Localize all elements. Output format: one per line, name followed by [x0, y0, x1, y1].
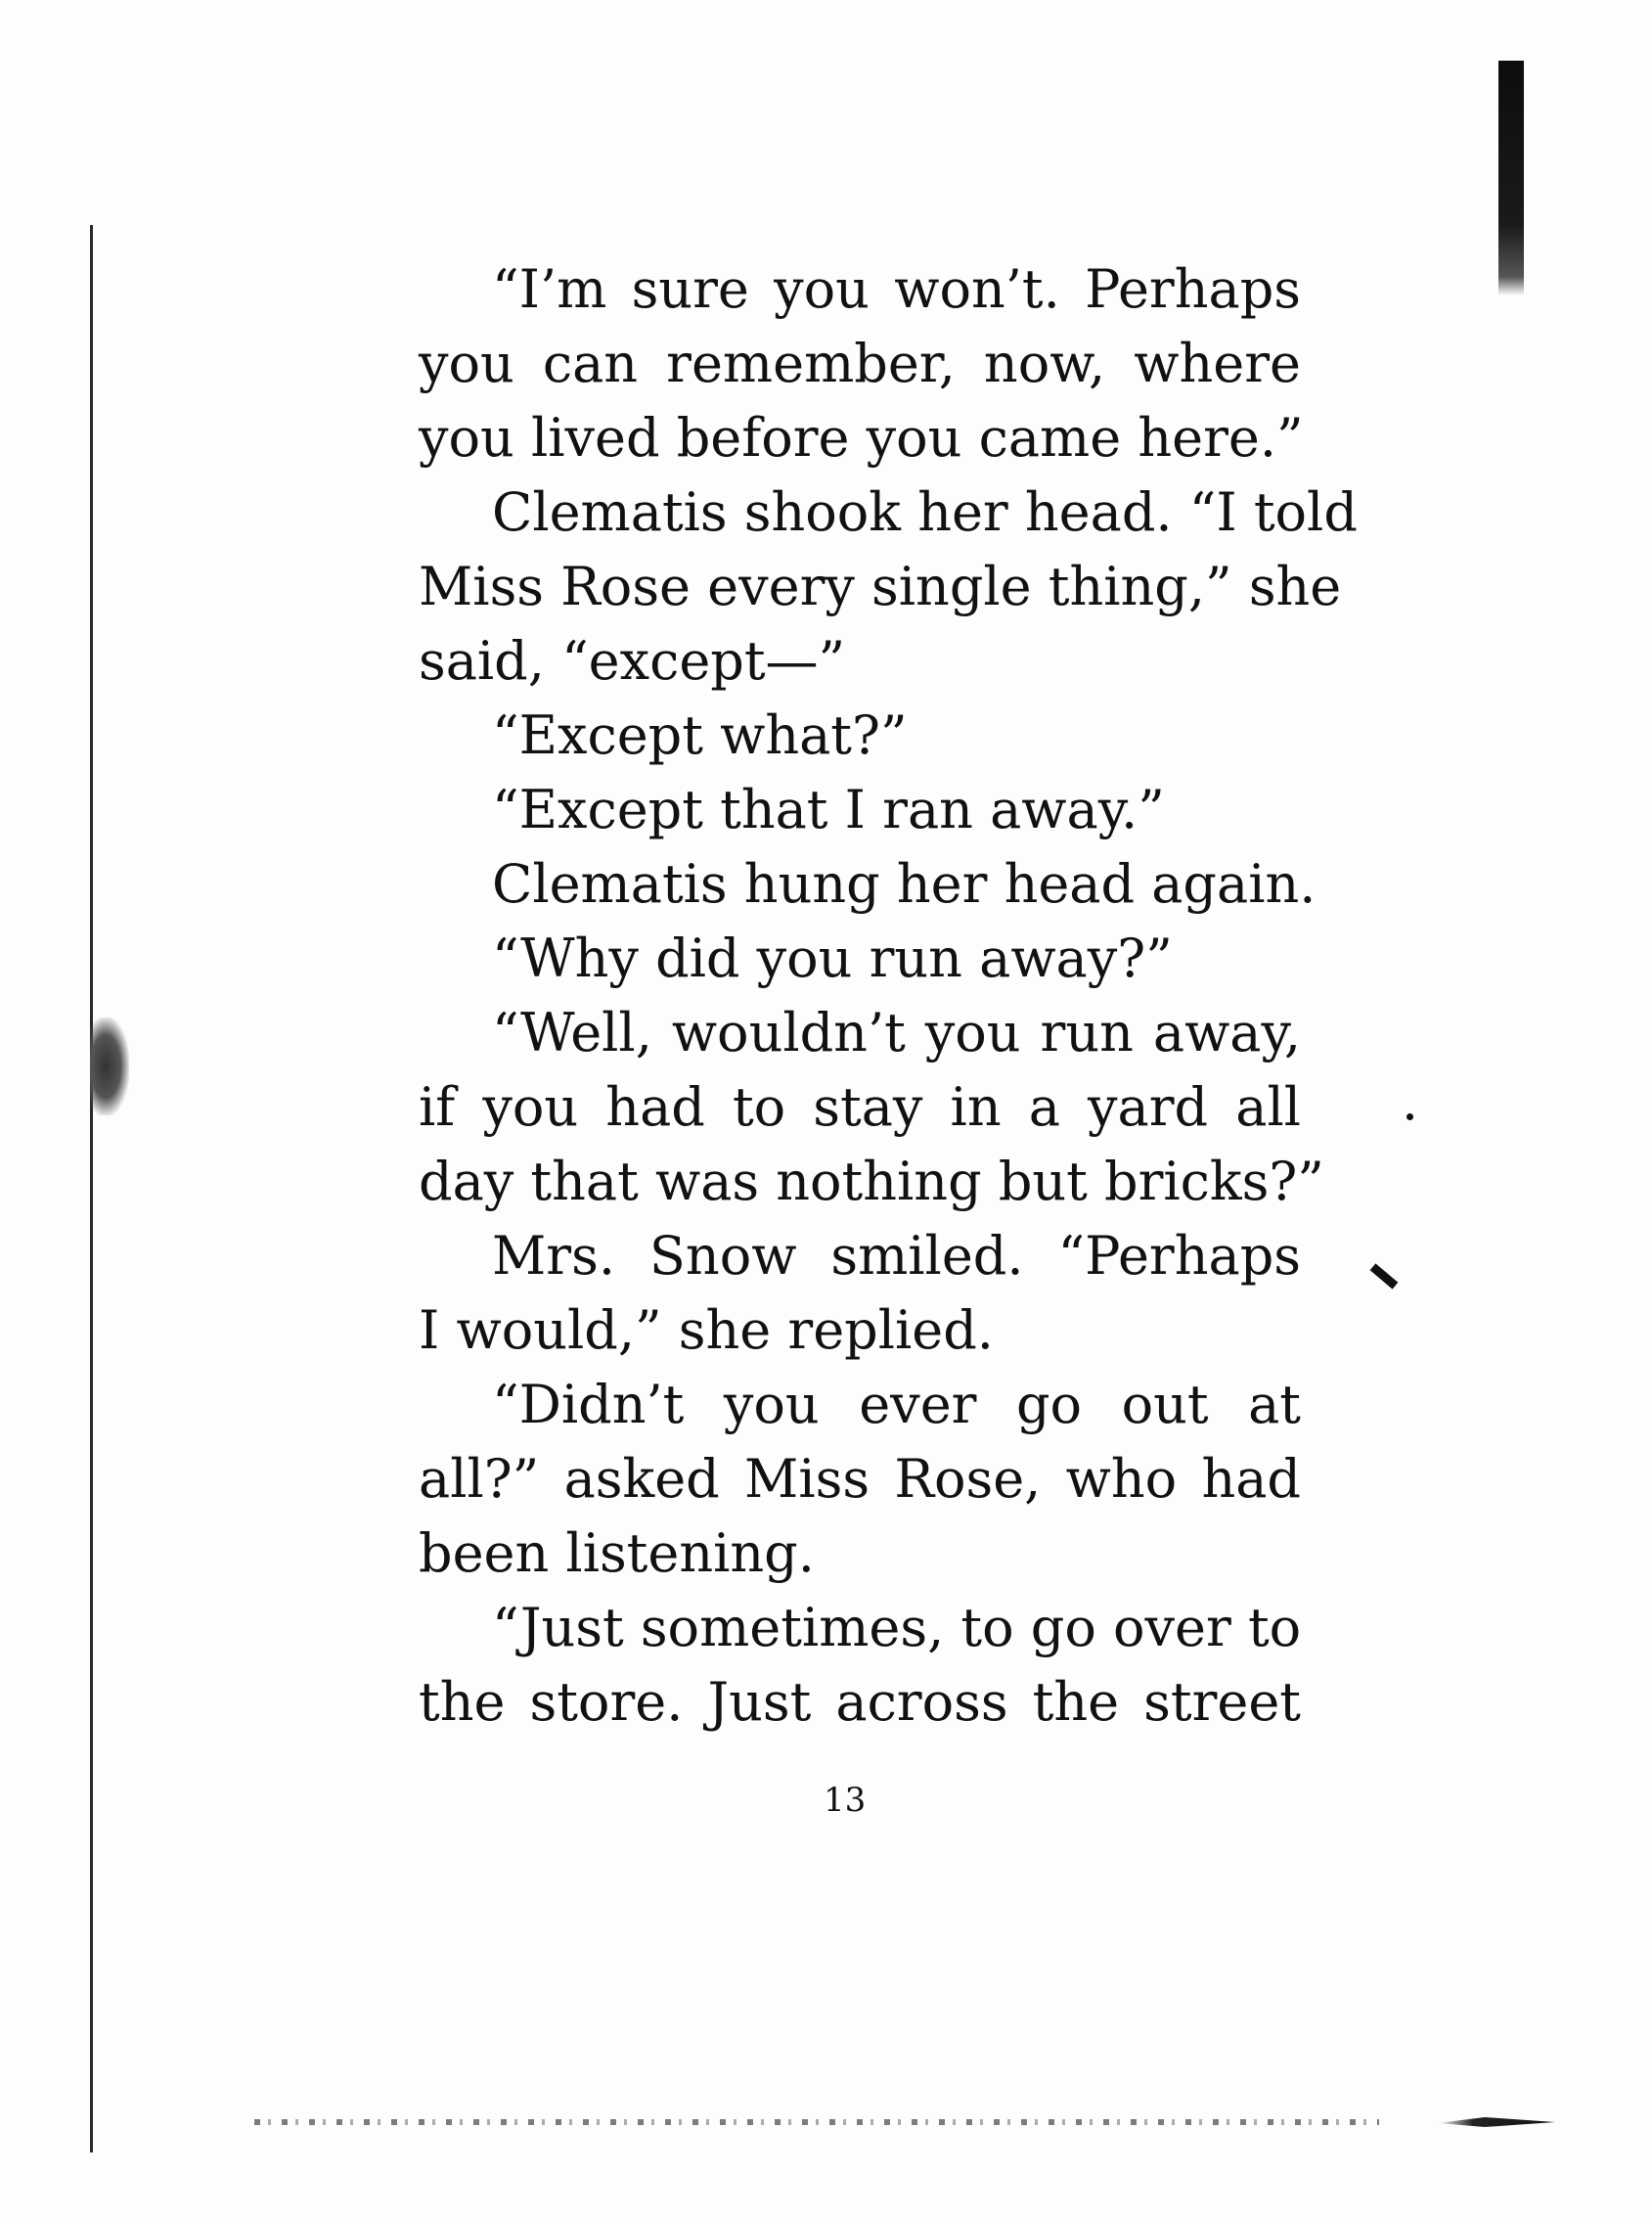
body-text	[419, 252, 1358, 1740]
text-line: I would,” she replied.	[419, 1299, 994, 1361]
text-line: you can remember, now, where	[419, 333, 1301, 394]
text-line: if you had to stay in a yard all	[419, 1076, 1301, 1138]
text-line: been listening.	[419, 1522, 815, 1584]
scan-artifact-dot	[1406, 1113, 1413, 1120]
text-line: the store. Just across the street	[419, 1671, 1301, 1733]
text-line: “Except that I ran away.”	[492, 779, 1165, 840]
text-line: “Just sometimes, to go over to	[492, 1597, 1302, 1658]
text-line: all?” asked Miss Rose, who had	[419, 1448, 1301, 1510]
text-line: “Why did you run away?”	[492, 928, 1173, 989]
text-line: Mrs. Snow smiled. “Perhaps	[492, 1225, 1301, 1287]
scan-artifact-blot	[90, 1018, 129, 1115]
scan-artifact-wedge	[1438, 2117, 1555, 2127]
text-line: said, “except—”	[419, 630, 846, 692]
scan-artifact-tick	[1370, 1263, 1399, 1289]
text-line: “Well, wouldn’t you run away,	[492, 1002, 1301, 1064]
text-line: “I’m sure you won’t. Perhaps	[492, 258, 1301, 320]
text-line: Clematis hung her head again.	[492, 853, 1317, 915]
binding-edge-line	[90, 225, 93, 2152]
text-line: “Except what?”	[492, 704, 908, 766]
page-number: 13	[824, 1781, 867, 1820]
scan-artifact-bottom-noise	[254, 2119, 1379, 2125]
text-line: “Didn’t you ever go out at	[492, 1374, 1301, 1435]
text-line: Miss Rose every single thing,” she	[419, 556, 1342, 617]
text-line: day that was nothing but bricks?”	[419, 1151, 1324, 1212]
text-line: Clematis shook her head. “I told	[492, 481, 1358, 543]
scan-artifact-mark	[1498, 61, 1524, 295]
text-line: you lived before you came here.”	[419, 407, 1304, 469]
